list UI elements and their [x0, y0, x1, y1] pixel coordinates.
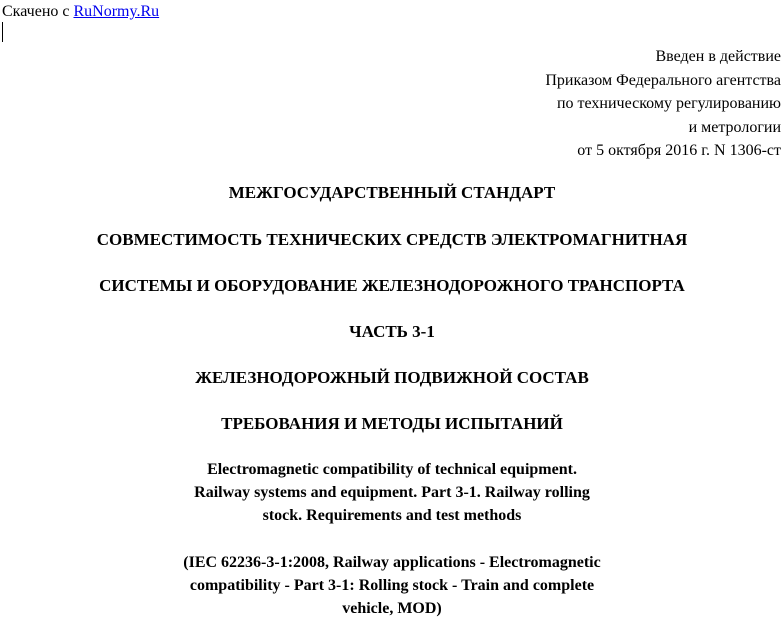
- english-title: [0, 458, 784, 527]
- english-title-line: Railway systems and equipment. Part 3-1. Railway rolling: [194, 484, 590, 501]
- standard-type-heading: МЕЖГОСУДАРСТВЕННЫЙ СТАНДАРТ: [228, 183, 556, 202]
- iec-reference: [0, 551, 784, 620]
- decree-line: Введен в действие: [655, 48, 781, 65]
- subject-heading: ЖЕЛЕЗНОДОРОЖНЫЙ ПОДВИЖНОЙ СОСТАВ: [195, 368, 589, 387]
- part-heading: ЧАСТЬ 3-1: [349, 322, 435, 341]
- source-line: [2, 2, 159, 21]
- english-title-line: stock. Requirements and test methods: [262, 507, 522, 524]
- decree-line: по техническому регулированию: [556, 95, 781, 112]
- source-prefix: Скачено с: [2, 3, 74, 20]
- english-title-line: Electromagnetic compatibility of technical equipment.: [207, 461, 577, 478]
- iec-reference-line: vehicle, MOD): [342, 600, 442, 617]
- title-line-2: СИСТЕМЫ И ОБОРУДОВАНИЕ ЖЕЛЕЗНОДОРОЖНОГО ТРАНСПОРТА: [99, 276, 685, 295]
- decree-block: [545, 45, 781, 163]
- title-line-1: СОВМЕСТИМОСТЬ ТЕХНИЧЕСКИХ СРЕДСТВ ЭЛЕКТРОМАГНИТНАЯ: [96, 230, 688, 249]
- requirements-heading: ТРЕБОВАНИЯ И МЕТОДЫ ИСПЫТАНИЙ: [221, 414, 563, 433]
- iec-reference-line: compatibility - Part 3-1: Rolling stock - Train and complete: [189, 577, 595, 594]
- runormy-link[interactable]: RuNormy.Ru: [73, 3, 160, 20]
- text-cursor: [2, 22, 3, 42]
- decree-line: и метрологии: [688, 118, 781, 136]
- decree-line: от 5 октября 2016 г. N 1306-ст: [577, 142, 781, 159]
- iec-reference-line: (IEC 62236-3-1:2008, Railway applications - Electromagnetic: [183, 554, 601, 571]
- decree-line: Приказом Федерального агентства: [545, 71, 781, 89]
